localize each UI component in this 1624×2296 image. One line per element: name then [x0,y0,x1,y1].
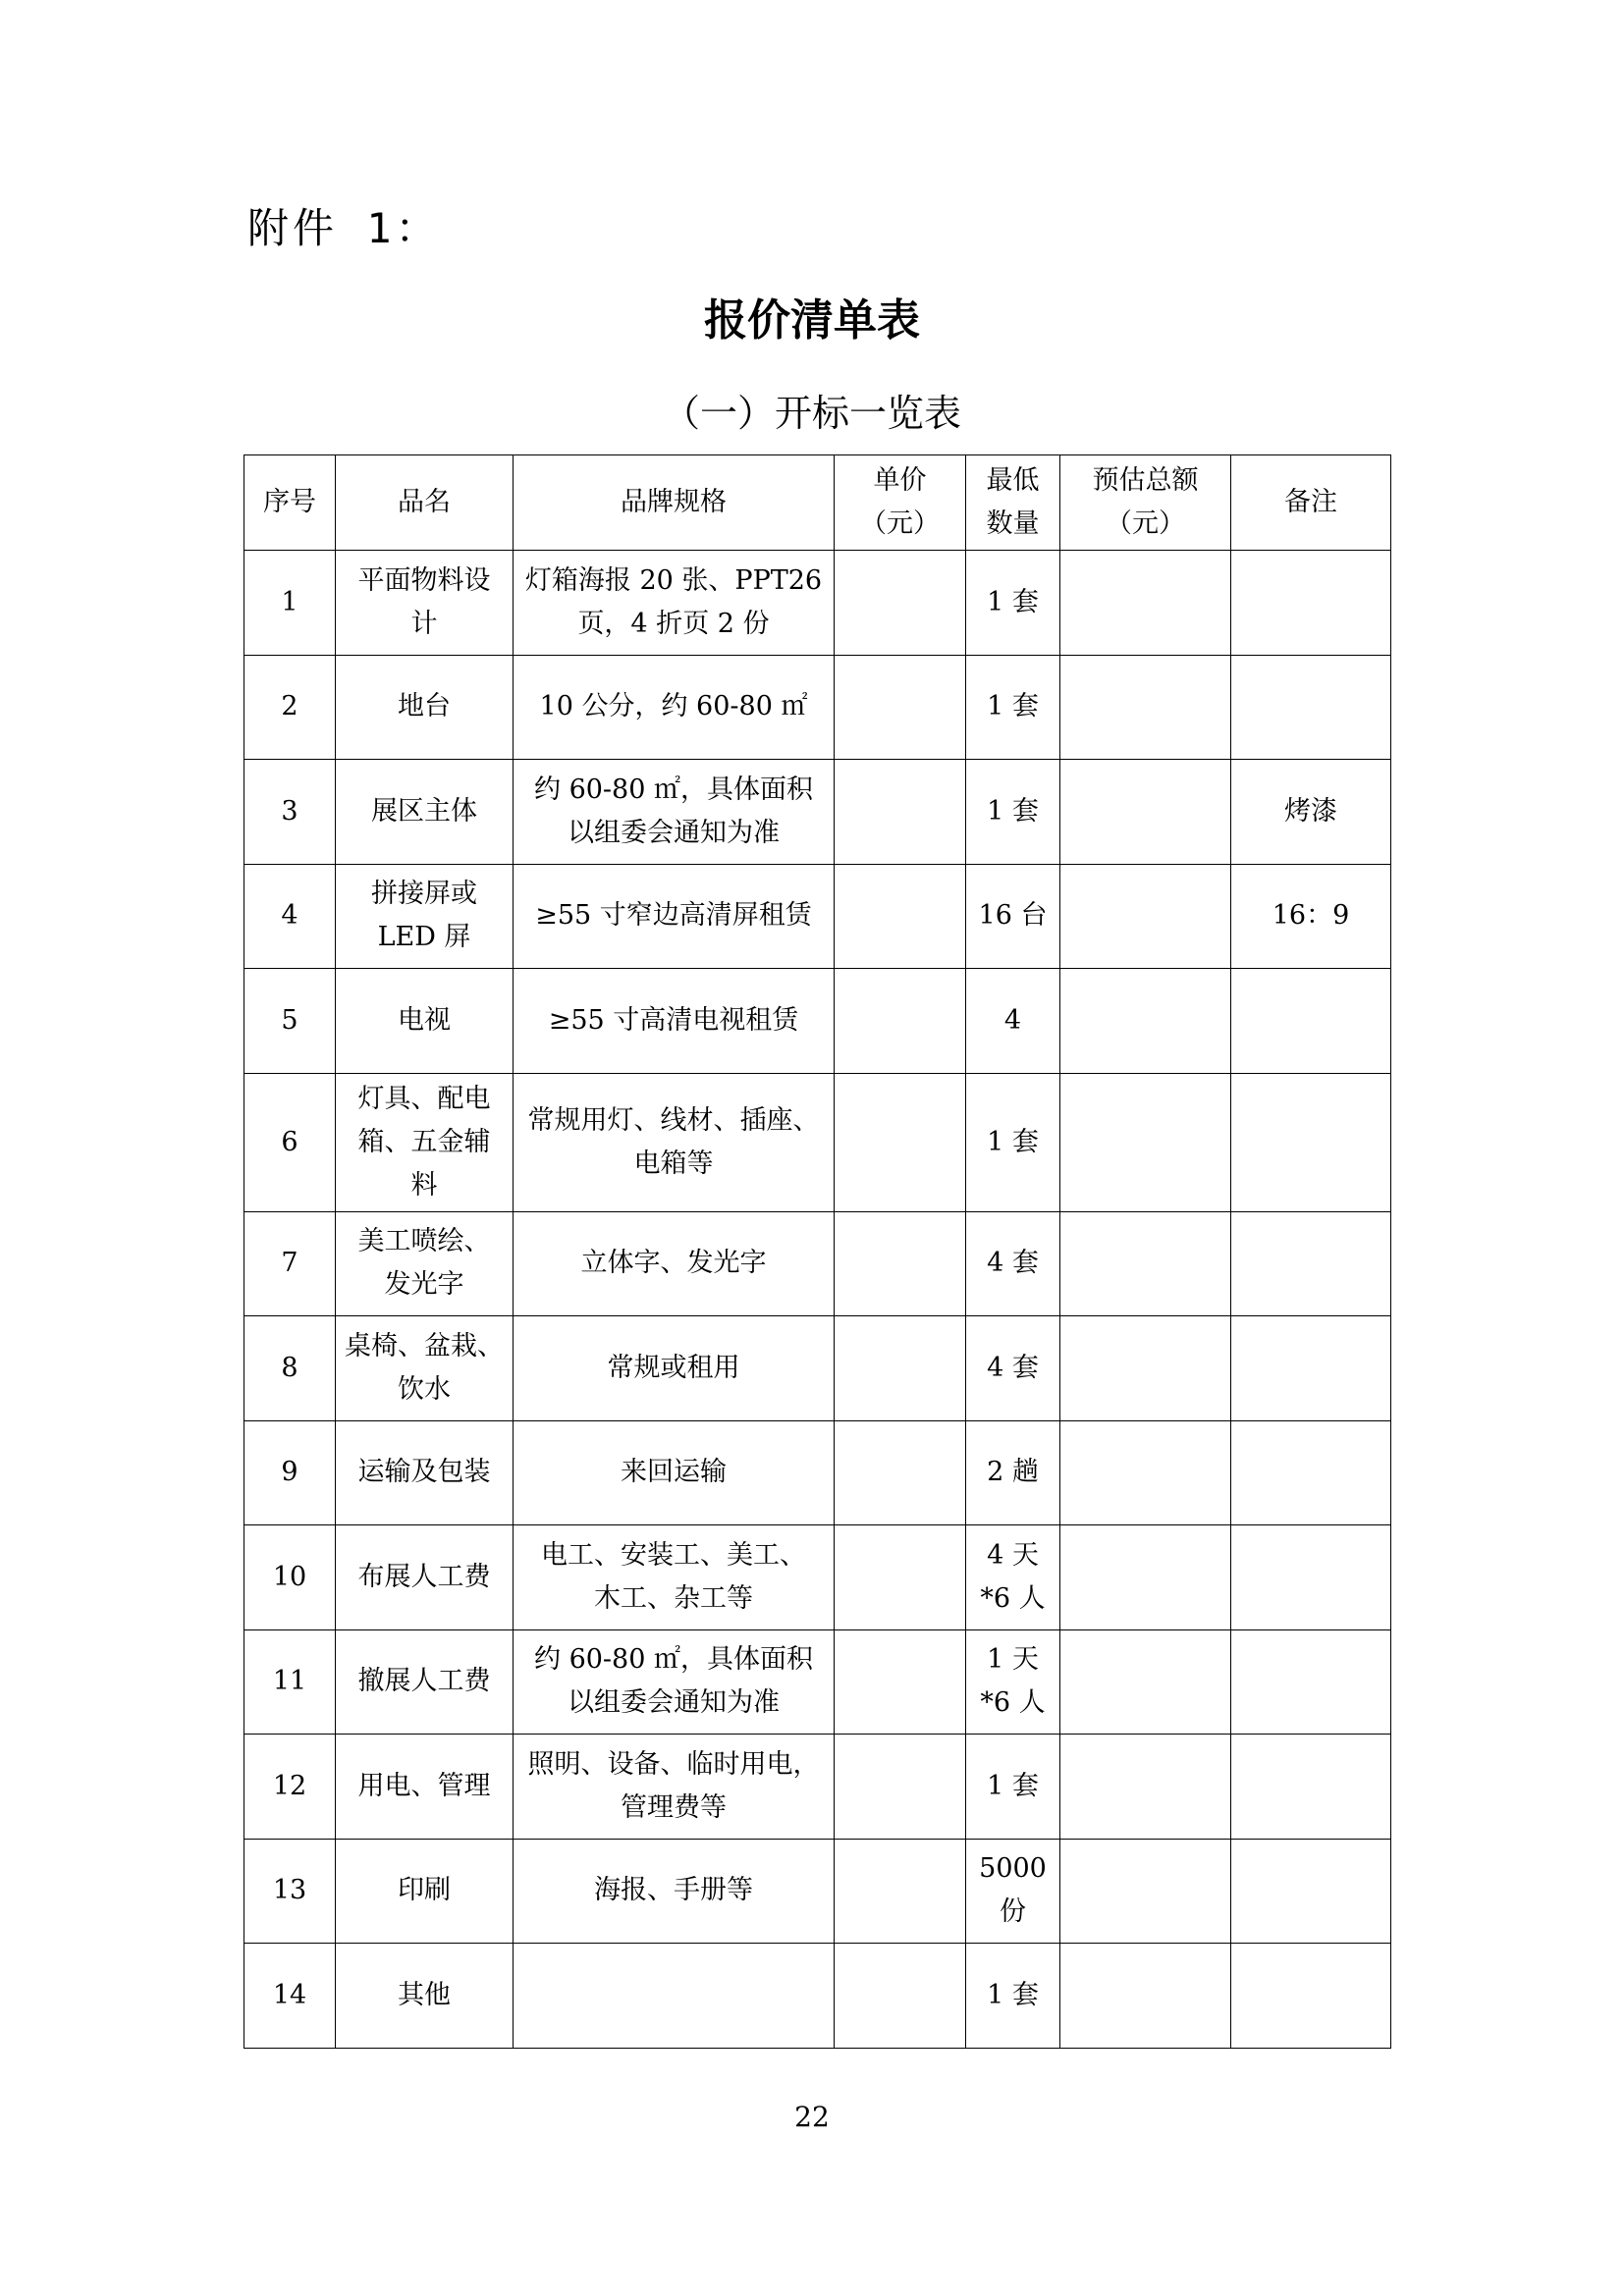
cell-spec: 约 60-80 ㎡，具体面积 以组委会通知为准 [514,1629,835,1735]
cell-number: 12 [244,1735,336,1840]
cell-spec: 立体字、发光字 [514,1211,835,1316]
cell-spec: 常规或租用 [514,1316,835,1421]
header-cell: 单价 （元） [835,455,966,551]
cell-number: 13 [244,1839,336,1944]
cell-spec: 来回运输 [514,1420,835,1525]
cell-unit-price [835,1211,966,1316]
cell-unit-price [835,1629,966,1735]
table-row [244,1211,1391,1316]
cell-total [1060,1839,1231,1944]
table-row [244,864,1391,969]
cell-number: 9 [244,1420,336,1525]
header-cell: 预估总额 （元） [1060,455,1231,551]
table-row [244,760,1391,865]
cell-number: 7 [244,1211,336,1316]
cell-spec: 照明、设备、临时用电， 管理费等 [514,1735,835,1840]
cell-item-name: 平面物料设 计 [336,551,514,656]
cell-spec: 电工、安装工、美工、 木工、杂工等 [514,1525,835,1630]
cell-remark [1231,1629,1391,1735]
cell-spec: ≥55 寸窄边高清屏租赁 [514,864,835,969]
cell-min-qty: 4 [966,969,1060,1074]
table-row [244,969,1391,1074]
cell-min-qty: 1 套 [966,1735,1060,1840]
cell-item-name: 撤展人工费 [336,1629,514,1735]
cell-min-qty: 2 趟 [966,1420,1060,1525]
cell-total [1060,760,1231,865]
table-row [244,551,1391,656]
attachment-label: 附件 1： [247,204,441,252]
cell-remark [1231,1316,1391,1421]
cell-total [1060,551,1231,656]
cell-number: 11 [244,1629,336,1735]
cell-unit-price [835,1944,966,2049]
cell-remark [1231,1073,1391,1211]
cell-min-qty: 4 套 [966,1211,1060,1316]
cell-number: 3 [244,760,336,865]
cell-number: 1 [244,551,336,656]
quotation-table [244,454,1391,2049]
cell-total [1060,1525,1231,1630]
section-subtitle: （一）开标一览表 [662,392,961,435]
cell-total [1060,864,1231,969]
cell-min-qty: 16 台 [966,864,1060,969]
cell-remark: 烤漆 [1231,760,1391,865]
cell-item-name: 其他 [336,1944,514,2049]
cell-min-qty: 4 天 *6 人 [966,1525,1060,1630]
table-row [244,1073,1391,1211]
cell-item-name: 布展人工费 [336,1525,514,1630]
cell-unit-price [835,864,966,969]
table-row [244,1316,1391,1421]
cell-remark [1231,1839,1391,1944]
cell-total [1060,969,1231,1074]
header-cell: 序号 [244,455,336,551]
cell-item-name: 用电、管理 [336,1735,514,1840]
cell-total [1060,1073,1231,1211]
cell-remark [1231,1211,1391,1316]
table-row [244,1420,1391,1525]
cell-total [1060,655,1231,760]
cell-spec: 10 公分，约 60-80 ㎡ [514,655,835,760]
cell-item-name: 地台 [336,655,514,760]
table-row [244,1839,1391,1944]
table-body [244,551,1391,2049]
cell-unit-price [835,1316,966,1421]
cell-unit-price [835,551,966,656]
cell-remark [1231,1420,1391,1525]
cell-min-qty: 5000 份 [966,1839,1060,1944]
cell-remark [1231,1525,1391,1630]
cell-unit-price [835,1420,966,1525]
cell-item-name: 展区主体 [336,760,514,865]
cell-unit-price [835,655,966,760]
cell-item-name: 灯具、配电 箱、五金辅 料 [336,1073,514,1211]
document-title: 报价清单表 [704,295,920,346]
cell-min-qty: 1 套 [966,1944,1060,2049]
cell-number: 14 [244,1944,336,2049]
cell-number: 8 [244,1316,336,1421]
cell-remark [1231,1735,1391,1840]
cell-min-qty: 1 套 [966,655,1060,760]
cell-unit-price [835,1073,966,1211]
cell-total [1060,1211,1231,1316]
table-row [244,1525,1391,1630]
cell-number: 5 [244,969,336,1074]
cell-remark [1231,551,1391,656]
cell-min-qty: 1 套 [966,760,1060,865]
cell-spec: 常规用灯、线材、插座、 电箱等 [514,1073,835,1211]
cell-item-name: 桌椅、盆栽、 饮水 [336,1316,514,1421]
cell-total [1060,1944,1231,2049]
cell-number: 2 [244,655,336,760]
table-row [244,1735,1391,1840]
cell-spec: 灯箱海报 20 张、PPT26 页，4 折页 2 份 [514,551,835,656]
cell-spec: 约 60-80 ㎡，具体面积 以组委会通知为准 [514,760,835,865]
cell-unit-price [835,1839,966,1944]
cell-remark [1231,655,1391,760]
table-row [244,1944,1391,2049]
cell-min-qty: 1 套 [966,551,1060,656]
cell-item-name: 印刷 [336,1839,514,1944]
cell-unit-price [835,969,966,1074]
header-cell: 品名 [336,455,514,551]
cell-total [1060,1735,1231,1840]
cell-number: 10 [244,1525,336,1630]
cell-total [1060,1316,1231,1421]
cell-min-qty: 1 套 [966,1073,1060,1211]
table-row [244,655,1391,760]
header-cell: 备注 [1231,455,1391,551]
cell-min-qty: 4 套 [966,1316,1060,1421]
cell-number: 6 [244,1073,336,1211]
header-cell: 最低 数量 [966,455,1060,551]
cell-number: 4 [244,864,336,969]
table-header-row [244,455,1391,551]
header-cell: 品牌规格 [514,455,835,551]
cell-spec: ≥55 寸高清电视租赁 [514,969,835,1074]
cell-min-qty: 1 天 *6 人 [966,1629,1060,1735]
cell-remark [1231,1944,1391,2049]
cell-item-name: 运输及包装 [336,1420,514,1525]
cell-item-name: 美工喷绘、 发光字 [336,1211,514,1316]
cell-remark [1231,969,1391,1074]
cell-unit-price [835,1525,966,1630]
cell-item-name: 电视 [336,969,514,1074]
cell-total [1060,1629,1231,1735]
table-row [244,1629,1391,1735]
cell-spec: 海报、手册等 [514,1839,835,1944]
cell-spec [514,1944,835,2049]
cell-unit-price [835,760,966,865]
cell-item-name: 拼接屏或 LED 屏 [336,864,514,969]
page-number: 22 [794,2101,830,2133]
cell-total [1060,1420,1231,1525]
cell-remark: 16：9 [1231,864,1391,969]
cell-unit-price [835,1735,966,1840]
